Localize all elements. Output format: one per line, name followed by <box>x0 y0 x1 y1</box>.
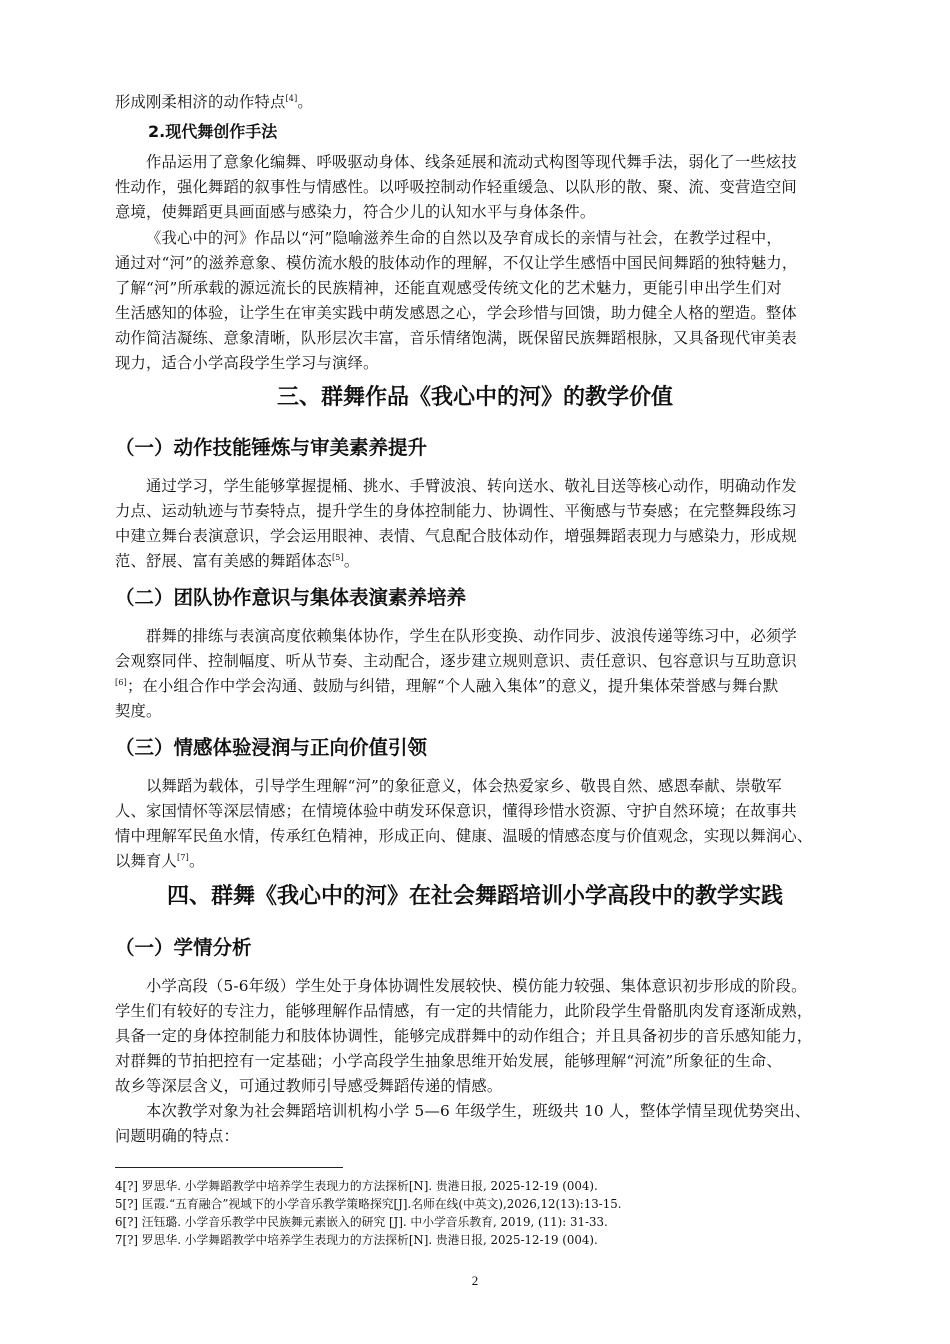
paragraph-line: 具备一定的身体控制能力和肢体协调性，能够完成群舞中的动作组合；并且具备初步的音乐感知能力， <box>115 1027 813 1045</box>
section-heading-4: 四、群舞《我心中的河》在社会舞蹈培训小学高段中的教学实践 <box>166 884 783 909</box>
section-heading-3: 三、群舞作品《我心中的河》的教学价值 <box>276 385 673 410</box>
paragraph-line: 本次教学对象为社会舞蹈培训机构小学 5—6 年级学生，班级共 10 人，整体学情呈现优势突出、 <box>146 1102 811 1120</box>
paragraph-line: [6]；在小组合作中学会沟通、鼓励与纠错，理解“个人融入集体”的意义，提升集体荣誉感与舞台默 <box>115 677 779 695</box>
paragraph-line: 问题明确的特点： <box>115 1127 239 1145</box>
paragraph-line: 生活感知的体验，让学生在审美实践中萌发感恩之心，学会珍惜与回馈，助力健全人格的塑造。整体 <box>115 304 797 322</box>
footnote: 5[?] 匡霞.“五育融合”视域下的小学音乐教学策略探究[J].名师在线(中英文),2026,12(13):13-15. <box>115 1197 622 1211</box>
page-number: 2 <box>471 1273 479 1288</box>
paragraph-line: 中建立舞台表演意识，学会运用眼神、表情、气息配合肢体动作，增强舞蹈表现力与感染力，形成规 <box>115 527 797 545</box>
paragraph-line: 现力，适合小学高段学生学习与演绎。 <box>115 354 379 372</box>
paragraph-line: 范、舒展、富有美感的舞蹈体态[5]。 <box>115 552 360 570</box>
paragraph-line: 学生们有较好的专注力，能够理解作品情感，有一定的共情能力，此阶段学生骨骼肌肉发育逐渐成熟， <box>115 1002 813 1020</box>
subsection-heading-3-1: （一）动作技能锤炼与审美素养提升 <box>115 436 428 459</box>
paragraph-line: 通过学习，学生能够掌握提桶、挑水、手臂波浪、转向送水、敬礼目送等核心动作，明确动作发 <box>146 477 797 495</box>
paragraph-line: 群舞的排练与表演高度依赖集体协作，学生在队形变换、动作同步、波浪传递等练习中，必须学 <box>146 627 797 645</box>
paragraph-line: 契度。 <box>115 702 162 720</box>
paragraph-line: 形成刚柔相济的动作特点[4]。 <box>115 93 313 111</box>
footnote: 4[?] 罗思华. 小学舞蹈教学中培养学生表现力的方法探析[N]. 贵港日报, 2025-12-19 (004). <box>115 1179 598 1193</box>
subsection-heading-3-3: （三）情感体验浸润与正向价值引领 <box>115 736 428 759</box>
citation-ref: [4] <box>285 94 298 103</box>
paragraph-line: 情中理解军民鱼水情，传承红色精神，形成正向、健康、温暖的情感态度与价值观念，实现以舞润心、 <box>115 827 813 845</box>
paragraph-line: 人、家国情怀等深层情感；在情境体验中萌发环保意识，懂得珍惜水资源、守护自然环境；在故事共 <box>115 802 797 820</box>
subheading-modern-dance: 2.现代舞创作手法 <box>148 122 278 141</box>
paragraph-line: 动作简洁凝练、意象清晰，队形层次丰富，音乐情绪饱满，既保留民族舞蹈根脉，又具备现代审美表 <box>115 329 797 347</box>
paragraph-line: 作品运用了意象化编舞、呼吸驱动身体、线条延展和流动式构图等现代舞手法，弱化了一些炫技 <box>146 153 797 171</box>
citation-ref: [7] <box>177 853 189 862</box>
paragraph-line: 小学高段（5-6年级）学生处于身体协调性发展较快、模仿能力较强、集体意识初步形成的阶段。 <box>146 977 807 995</box>
paragraph-line: 对群舞的节拍把控有一定基础；小学高段学生抽象思维开始发展，能够理解“河流”所象征的生命、 <box>115 1052 782 1070</box>
subsection-heading-3-2: （二）团队协作意识与集体表演素养培养 <box>115 586 467 609</box>
footnote: 6[?] 汪钰璐. 小学音乐教学中民族舞元素嵌入的研究 [J]. 中小学音乐教育, 2019, (11): 31-33. <box>115 1215 608 1229</box>
citation-ref: [6] <box>115 678 127 687</box>
footnote: 7[?] 罗思华. 小学舞蹈教学中培养学生表现力的方法探析[N]. 贵港日报, 2025-12-19 (004). <box>115 1233 598 1247</box>
paragraph-line: 《我心中的河》作品以“河”隐喻滋养生命的自然以及孕育成长的亲情与社会，在教学过程中， <box>146 229 782 247</box>
paragraph-line: 性动作，强化舞蹈的叙事性与情感性。以呼吸控制动作轻重缓急、以队形的散、聚、流、变营造空间 <box>115 178 797 196</box>
paragraph-line: 了解“河”所承载的源远流长的民族精神，还能直观感受传统文化的艺术魅力，更能引申出学生们对 <box>115 279 782 297</box>
paragraph-line: 故乡等深层含义，可通过教师引导感受舞蹈传递的情感。 <box>115 1077 503 1095</box>
paragraph-line: 以舞育人[7]。 <box>115 852 205 870</box>
paragraph-line: 以舞蹈为载体，引导学生理解“河”的象征意义，体会热爱家乡、敬畏自然、感恩奉献、崇敬军 <box>146 777 782 795</box>
paragraph-line: 会观察同伴、控制幅度、听从节奏、主动配合，逐步建立规则意识、责任意识、包容意识与互助意识 <box>115 652 797 670</box>
subsection-heading-4-1: （一）学情分析 <box>115 936 252 959</box>
paragraph-line: 力点、运动轨迹与节奏特点，提升学生的身体控制能力、协调性、平衡感与节奏感；在完整舞段练习 <box>115 502 797 520</box>
paragraph-line: 通过对“河”的滋养意象、模仿流水般的肢体动作的理解，不仅让学生感悟中国民间舞蹈的独特魅力， <box>115 254 798 272</box>
citation-ref: [5] <box>331 553 344 562</box>
paragraph-line: 意境，使舞蹈更具画面感与感染力，符合少儿的认知水平与身体条件。 <box>115 203 596 221</box>
footnote-separator <box>115 1167 343 1168</box>
